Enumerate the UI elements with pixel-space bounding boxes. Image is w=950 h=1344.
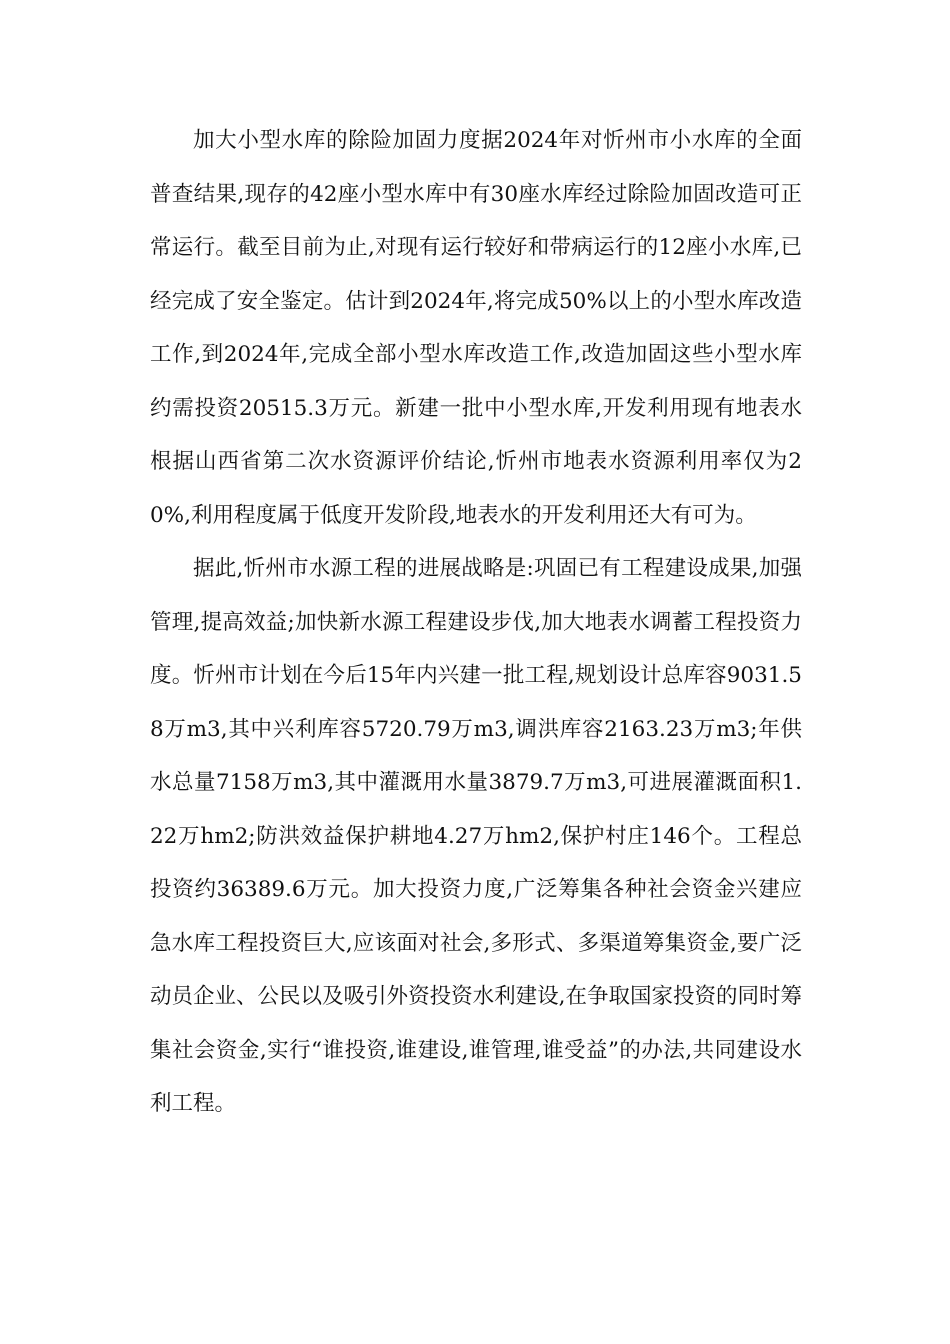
paragraph-reservoir-reinforcement: 加大小型水库的除险加固力度据2024年对忻州市小水库的全面普查结果,现存的42座小型水库中有30座水库经过除险加固改造可正常运行。截至目前为止,对现有运行较好和带病运行的12座小水库,已经完成了安全鉴定。估计到2024年,将完成50%以上的小型水库改造工作,到2024年,完成全部小型水库改造工作,改造加固这些小型水库约需投资20515.3万元。新建一批中小型水库,开发利用现有地表水根据山西省第二次水资源评价结论,忻州市地表水资源利用率仅为20%,利用程度属于低度开发阶段,地表水的开发利用还大有可为。 bbox=[150, 128, 802, 528]
paragraph-water-source-strategy: 据此,忻州市水源工程的进展战略是:巩固已有工程建设成果,加强管理,提高效益;加快新水源工程建设步伐,加大地表水调蓄工程投资力度。忻州市计划在今后15年内兴建一批工程,规划设计总库容9031.58万m3,其中兴利库容5720.79万m3,调洪库容2163.23万m3;年供水总量7158万m3,其中灌溉用水量3879.7万m3,可进展灌溉面积1.22万hm2;防洪效益保护耕地4.27万hm2,保护村庄146个。工程总投资约36389.6万元。加大投资力度,广泛筹集各种社会资金兴建应急水库工程投资巨大,应该面对社会,多形式、多渠道筹集资金,要广泛动员企业、公民以及吸引外资投资水利建设,在争取国家投资的同时筹集社会资金,实行“谁投资,谁建设,谁管理,谁受益”的办法,共同建设水利工程。 bbox=[150, 556, 802, 1116]
document-body bbox=[150, 114, 802, 1131]
